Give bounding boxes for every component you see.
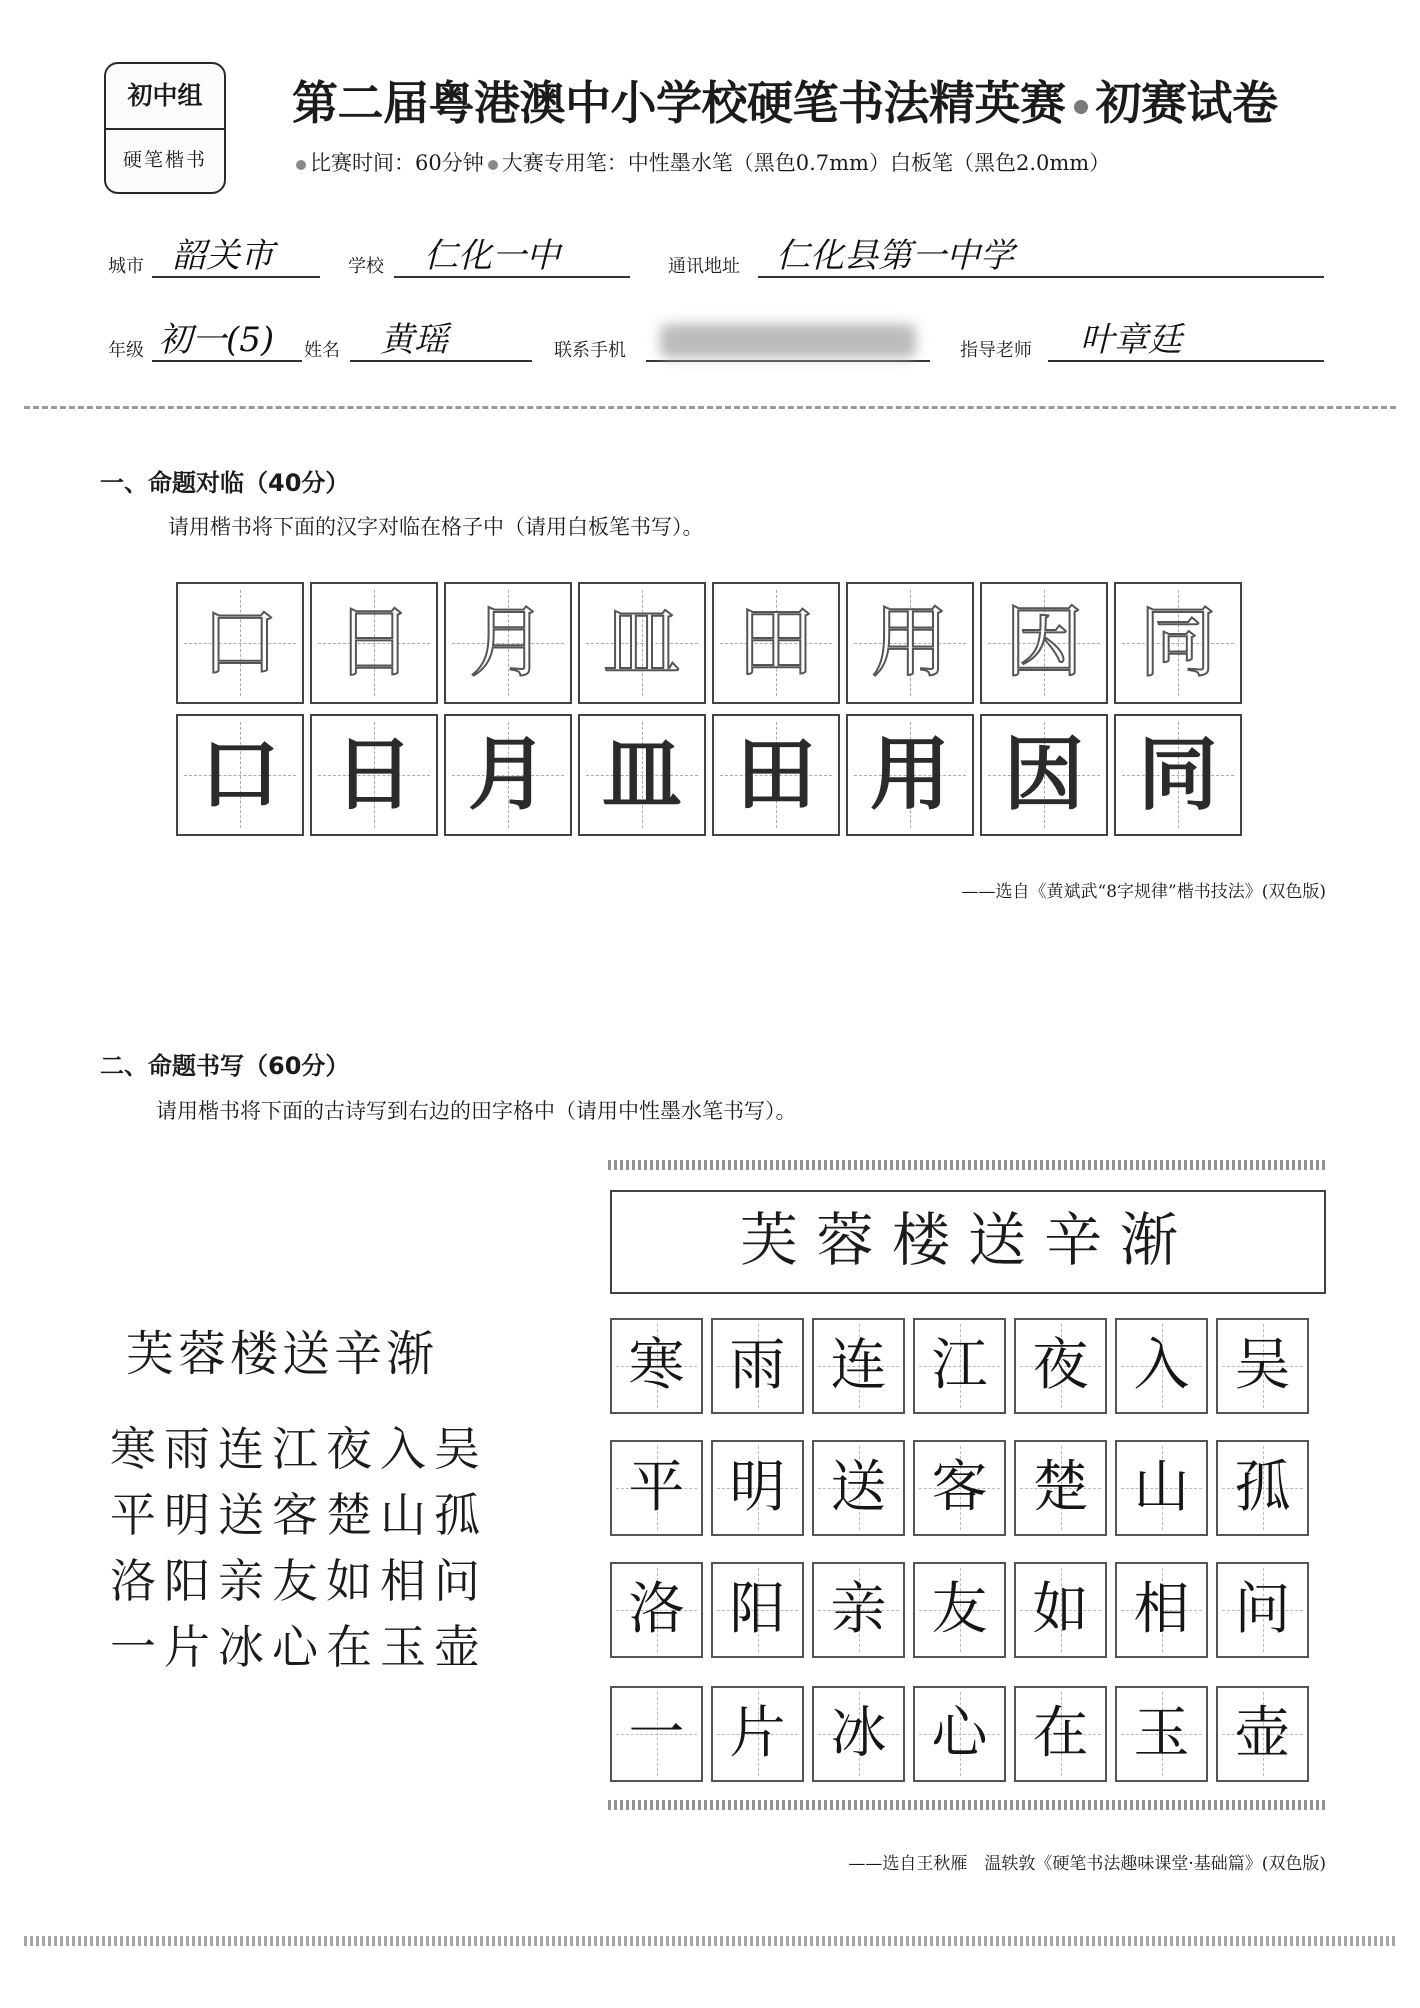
- poem-line: 洛阳亲友如相问: [110, 1554, 488, 1608]
- grid-cell[interactable]: [812, 1686, 905, 1782]
- school-label: 学校: [348, 256, 384, 277]
- grid-char: 在: [1032, 1701, 1089, 1766]
- grade-field[interactable]: [152, 320, 302, 362]
- city-field[interactable]: [152, 236, 320, 278]
- city-value: 韶关市: [172, 236, 274, 276]
- name-label: 姓名: [304, 340, 340, 361]
- grid-char: 友: [931, 1577, 988, 1642]
- grid-cell[interactable]: [610, 1440, 703, 1536]
- grid-cell[interactable]: [913, 1686, 1006, 1782]
- grid-char: 江: [931, 1333, 988, 1398]
- grid-cell[interactable]: [913, 1440, 1006, 1536]
- teacher-label: 指导老师: [960, 340, 1032, 361]
- poem-grid-row: [610, 1440, 1309, 1536]
- grid-cell[interactable]: [1014, 1318, 1107, 1414]
- copy-char: 口: [200, 728, 280, 821]
- poem-title: 芙蓉楼送辛渐: [126, 1326, 439, 1382]
- poem-line: 寒雨连江夜入吴: [110, 1422, 488, 1476]
- name-field[interactable]: [350, 320, 532, 362]
- grid-cell[interactable]: [610, 1318, 703, 1414]
- grid-char: 山: [1133, 1455, 1190, 1520]
- grid-char: 问: [1234, 1577, 1291, 1642]
- phone-field[interactable]: [646, 320, 930, 362]
- bullet-icon: [488, 160, 498, 170]
- grid-cell[interactable]: [1115, 1562, 1208, 1658]
- poem-grid-row: [610, 1562, 1309, 1658]
- copy-char-row: [176, 714, 1242, 836]
- copy-char: 同: [1138, 728, 1218, 821]
- teacher-field[interactable]: [1048, 320, 1324, 362]
- grid-char: 送: [830, 1455, 887, 1520]
- grid-char: 阳: [729, 1577, 786, 1642]
- grid-cell[interactable]: [1216, 1562, 1309, 1658]
- grid-cell[interactable]: [610, 1686, 703, 1782]
- grid-cell[interactable]: [913, 1562, 1006, 1658]
- model-char-row: [176, 582, 1242, 704]
- grid-cell[interactable]: [913, 1318, 1006, 1414]
- grid-cell[interactable]: [1115, 1440, 1208, 1536]
- copy-char: 皿: [602, 728, 682, 821]
- grid-cell[interactable]: [711, 1318, 804, 1414]
- part2-desc: 请用楷书将下面的古诗写到右边的田字格中（请用中性墨水笔书写）。: [156, 1099, 797, 1123]
- grid-char: 夜: [1032, 1333, 1089, 1398]
- grid-char: 壶: [1234, 1701, 1291, 1766]
- grid-char: 楚: [1032, 1455, 1089, 1520]
- poem-line: 平明送客楚山孤: [110, 1488, 488, 1542]
- model-char-cell: [980, 582, 1108, 704]
- model-char-cell: [846, 582, 974, 704]
- grid-cell[interactable]: [1115, 1318, 1208, 1414]
- grid-cell[interactable]: [812, 1562, 905, 1658]
- model-char: 皿: [602, 598, 681, 688]
- grid-cell[interactable]: [1216, 1318, 1309, 1414]
- model-char-cell: [310, 582, 438, 704]
- grid-char: 明: [729, 1455, 786, 1520]
- copy-char-cell[interactable]: [846, 714, 974, 836]
- copy-char-cell[interactable]: [980, 714, 1108, 836]
- subtitle: [292, 145, 1352, 181]
- model-char: 用: [870, 598, 949, 688]
- part2-credit: ——选自王秋雁 温轶敦《硬笔书法趣味课堂·基础篇》(双色版): [848, 1854, 1326, 1874]
- copy-char: 日: [334, 728, 414, 821]
- model-char: 田: [736, 598, 815, 688]
- grid-char: 相: [1133, 1577, 1190, 1642]
- redacted-phone: [660, 324, 916, 358]
- grid-cell[interactable]: [812, 1318, 905, 1414]
- badge-group-label: 初中组: [106, 64, 224, 130]
- model-char: 月: [468, 598, 547, 688]
- model-char: 因: [1004, 598, 1083, 688]
- phone-label: 联系手机: [554, 340, 626, 361]
- copy-char: 用: [870, 728, 950, 821]
- grid-char: 亲: [830, 1577, 887, 1642]
- poem-line: 一片冰心在玉壶: [110, 1620, 488, 1674]
- copy-char-cell[interactable]: [310, 714, 438, 836]
- group-badge: [104, 62, 226, 194]
- grid-frame-bottom: [608, 1800, 1328, 1810]
- grid-cell[interactable]: [610, 1562, 703, 1658]
- grid-frame-top: [608, 1160, 1328, 1170]
- school-value: 仁化一中: [424, 236, 560, 276]
- title-suffix: 初赛试卷: [1095, 76, 1278, 130]
- model-char-cell: [1114, 582, 1242, 704]
- grid-char: 连: [830, 1333, 887, 1398]
- grade-label: 年级: [108, 340, 144, 361]
- grid-cell[interactable]: [812, 1440, 905, 1536]
- teacher-value: 叶章廷: [1080, 320, 1182, 360]
- model-char: 同: [1138, 598, 1217, 688]
- school-field[interactable]: [394, 236, 630, 278]
- grade-value: 初一(5): [158, 320, 275, 360]
- page-title: [292, 68, 1352, 138]
- address-value: 仁化县第一中学: [776, 236, 1014, 276]
- grid-char: 平: [628, 1455, 685, 1520]
- grid-cell[interactable]: [711, 1440, 804, 1536]
- grid-char: 玉: [1133, 1701, 1190, 1766]
- city-label: 城市: [108, 256, 144, 277]
- part1-title: 一、命题对临（40分）: [100, 469, 350, 497]
- copy-char-cell[interactable]: [176, 714, 304, 836]
- model-char-cell: [444, 582, 572, 704]
- model-char-cell: [578, 582, 706, 704]
- handwritten-title-box[interactable]: [610, 1190, 1326, 1294]
- grid-char: 如: [1032, 1577, 1089, 1642]
- address-label: 通讯地址: [668, 256, 740, 277]
- copy-char-cell[interactable]: [578, 714, 706, 836]
- grid-cell[interactable]: [1115, 1686, 1208, 1782]
- poem-grid-row: [610, 1686, 1309, 1782]
- bullet-icon: [296, 160, 306, 170]
- part2-title: 二、命题书写（60分）: [100, 1052, 350, 1080]
- grid-cell[interactable]: [1014, 1440, 1107, 1536]
- subtitle-pens: 大赛专用笔：中性墨水笔（黑色0.7mm）白板笔（黑色2.0mm）: [501, 151, 1111, 175]
- copy-char-cell[interactable]: [1114, 714, 1242, 836]
- grid-char: 寒: [628, 1333, 685, 1398]
- copy-char: 田: [736, 728, 816, 821]
- grid-char: 孤: [1234, 1455, 1291, 1520]
- grid-char: 心: [931, 1701, 988, 1766]
- grid-cell[interactable]: [1014, 1686, 1107, 1782]
- grid-char: 入: [1133, 1333, 1190, 1398]
- name-value: 黄瑶: [380, 320, 448, 360]
- handwritten-title: 芙蓉楼送辛渐: [739, 1206, 1196, 1274]
- grid-cell[interactable]: [1216, 1686, 1309, 1782]
- grid-char: 片: [729, 1701, 786, 1766]
- model-char-cell: [176, 582, 304, 704]
- copy-char: 因: [1004, 728, 1084, 821]
- grid-cell[interactable]: [711, 1562, 804, 1658]
- poem-grid-row: [610, 1318, 1309, 1414]
- grid-char: 洛: [628, 1577, 685, 1642]
- grid-char: 一: [628, 1701, 685, 1766]
- grid-cell[interactable]: [1216, 1440, 1309, 1536]
- grid-char: 雨: [729, 1333, 786, 1398]
- part1-credit: ——选自《黄斌武“8字规律”楷书技法》(双色版): [961, 882, 1326, 902]
- model-char-cell: [712, 582, 840, 704]
- grid-char: 吴: [1234, 1333, 1291, 1398]
- grid-cell[interactable]: [711, 1686, 804, 1782]
- part1-desc: 请用楷书将下面的汉字对临在格子中（请用白板笔书写）。: [168, 515, 704, 539]
- copy-char: 月: [468, 728, 548, 821]
- grid-char: 客: [931, 1455, 988, 1520]
- badge-style-label: 硬笔楷书: [122, 149, 207, 171]
- subtitle-time: 比赛时间：60分钟: [310, 151, 484, 175]
- model-char: 口: [200, 598, 279, 688]
- grid-char: 冰: [830, 1701, 887, 1766]
- grid-cell[interactable]: [1014, 1562, 1107, 1658]
- footer-divider: [24, 1936, 1396, 1946]
- title-main: 第二届粤港澳中小学校硬笔书法精英赛: [292, 76, 1066, 130]
- copy-char-cell[interactable]: [444, 714, 572, 836]
- address-field[interactable]: [758, 236, 1324, 278]
- bullet-icon: [1074, 100, 1088, 114]
- copy-char-cell[interactable]: [712, 714, 840, 836]
- divider: [24, 406, 1396, 409]
- model-char: 日: [334, 598, 413, 688]
